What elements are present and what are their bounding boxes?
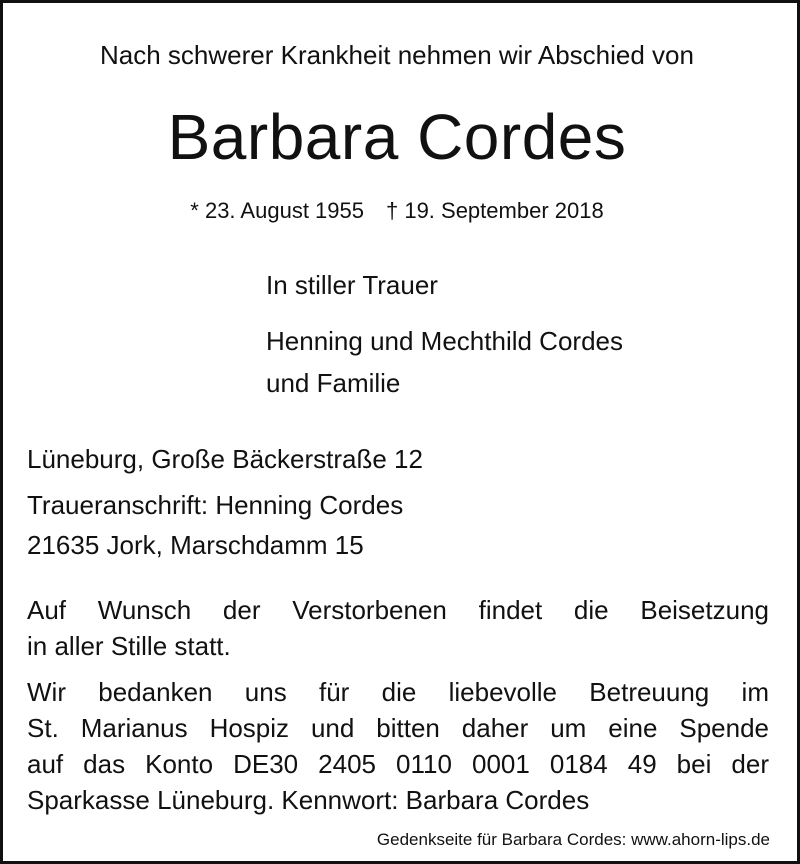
thanks-line: auf das Konto DE30 2405 0110 0001 0184 49 bei der [27, 749, 769, 779]
contact-address-label: Traueranschrift: Henning Cordes [27, 490, 404, 520]
thanks-line: Wir bedanken uns für die liebevolle Betreuung im [27, 677, 769, 707]
burial-line: in aller Stille statt. [27, 631, 231, 661]
contact-address-street: 21635 Jork, Marschdamm 15 [27, 530, 364, 560]
residence-address: Lüneburg, Große Bäckerstraße 12 [27, 444, 423, 474]
birth-date: * 23. August 1955 [190, 198, 364, 223]
thanks-line: St. Marianus Hospiz und bitten daher um eine Spende [27, 713, 769, 743]
memorial-page-link[interactable]: Gedenkseite für Barbara Cordes: www.ahorn-lips.de [376, 830, 770, 849]
burial-line: Auf Wunsch der Verstorbenen findet die Beisetzung [27, 595, 769, 625]
burial-paragraph [27, 592, 769, 664]
life-dates [0, 198, 794, 224]
deceased-name: Barbara Cordes [167, 101, 627, 173]
thanks-line: Sparkasse Lüneburg. Kennwort: Barbara Cordes [27, 785, 590, 815]
mourners-names: Henning und Mechthild Cordes [266, 326, 623, 356]
mourners-family: und Familie [266, 368, 401, 398]
thanks-paragraph [27, 674, 769, 818]
death-date: † 19. September 2018 [385, 198, 604, 223]
mourners-heading: In stiller Trauer [266, 270, 438, 300]
intro-line: Nach schwerer Krankheit nehmen wir Abschied von [100, 40, 694, 70]
